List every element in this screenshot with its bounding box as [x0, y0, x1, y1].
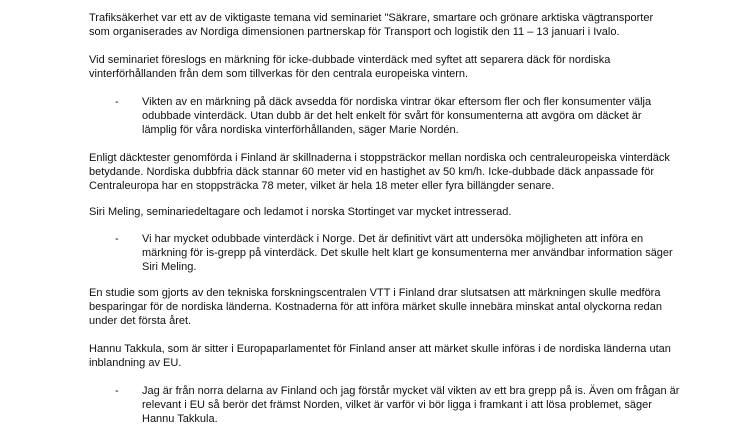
paragraph-hannu-takkula — [89, 342, 694, 370]
text-line: Hannu Takkula. — [142, 413, 218, 426]
text-line: Vikten av en märkning på däck avsedda för nordiska vintrar ökar eftersom fler och fler konsumenter välja — [142, 96, 652, 108]
text-line: Siri Meling. — [142, 261, 197, 274]
text-line: Siri Meling, seminariedeltagare och ledamot i norska Stortinget var mycket intresserad. — [89, 206, 512, 218]
paragraph-vtt-study — [89, 286, 694, 329]
text-line: Enligt däcktester genomförda i Finland är skillnaderna i stoppsträckor mellan nordiska och centraleuropeiska vinterdäck — [89, 152, 670, 164]
quote-hannu-takkula — [142, 384, 682, 427]
text-line: besparingar för de nordiska länderna. Kostnaderna för att införa märket skulle innebära minskat antal olyckorna redan — [89, 301, 662, 314]
text-line: Jag är från norra delarna av Finland och jag förstår mycket väl vikten av ett bra grepp på is. Även om frågan är — [142, 385, 680, 397]
text-line: relevant i EU så berör det främst Norden, vilket är varför vi bör ligga i framkant i att lösa problemet, säger — [142, 399, 652, 412]
text-line: vinterförhållanden från dem som tillverkas för den centrala europeiska vintern. — [89, 68, 469, 81]
text-line: under det första året. — [89, 315, 192, 328]
text-line: Centraleuropa har en stoppsträcka 78 meter, vilket är hela 18 meter eller fyra billängder senare. — [89, 180, 555, 193]
text-line: Hannu Takkula, som är sitter i Europaparlamentet för Finland anser att märket skulle införas i de nordiska länderna utan — [89, 343, 671, 355]
text-line: odubbade vinterdäck. Utan dubb är det helt enkelt för svårt för konsumenterna att avgöra om däcket är — [142, 110, 642, 123]
paragraph-tire-tests — [89, 151, 694, 194]
bullet-dash: - — [115, 96, 119, 108]
bullet-dash: - — [115, 233, 119, 245]
text-line: En studie som gjorts av den tekniska forskningscentralen VTT i Finland drar slutsatsen att märkningen skulle medföra — [89, 287, 661, 299]
text-line: som organiserades av Nordiga dimensionen partnerskap för Transport och logistik den 11 – 13 januari i Ivalo. — [89, 26, 620, 39]
paragraph-intro — [89, 11, 694, 39]
text-line: Vid seminariet föreslogs en märkning för icke-dubbade vinterdäck med syftet att separera däck för nordiska — [89, 54, 611, 66]
quote-marie-norden — [142, 95, 682, 138]
text-line: märkning för is-grepp på vinterdäck. Det skulle helt klart ge konsumenterna mer användbar information säger — [142, 247, 673, 260]
text-line: inblandning av EU. — [89, 357, 182, 370]
bullet-dash: - — [115, 385, 119, 397]
paragraph-proposal — [89, 53, 694, 81]
text-line: betydande. Nordiska dubbfria däck stannar 60 meter vid en hastighet av 50 km/h. Icke-dubbade däck anpassade för — [89, 166, 655, 179]
text-line: Trafiksäkerhet var ett av de viktigaste temana vid seminariet "Säkrare, smartare och grönare arktiska vägtransporter — [89, 12, 654, 24]
quote-siri-meling — [142, 232, 682, 275]
text-line: Vi har mycket odubbade vinterdäck i Norge. Det är definitivt värt att undersöka möjligheten att införa en — [142, 233, 644, 245]
text-line: lämplig för våra nordiska vinterförhållanden, säger Marie Nordén. — [142, 124, 459, 137]
paragraph-siri-meling — [89, 205, 694, 219]
